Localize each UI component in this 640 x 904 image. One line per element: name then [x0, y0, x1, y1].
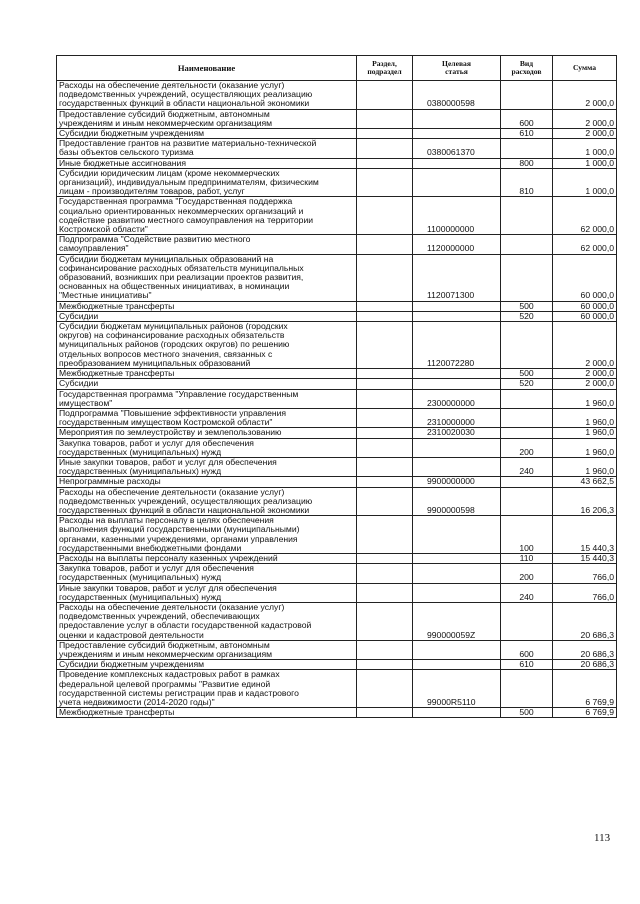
cell-section: [357, 129, 413, 139]
cell-amount: 60 000,0: [553, 301, 617, 311]
cell-name: Мероприятия по землеустройству и землепользованию: [57, 428, 357, 438]
cell-section: [357, 379, 413, 389]
cell-target-article: [413, 109, 501, 128]
cell-expense-type: [501, 487, 553, 516]
cell-name: Подпрограмма "Содействие развитию местного самоуправления": [57, 235, 357, 254]
cell-name: Закупка товаров, работ и услуг для обеспечения государственных (муниципальных) нужд: [57, 438, 357, 457]
table-row: [57, 301, 617, 311]
cell-section: [357, 109, 413, 128]
cell-section: [357, 564, 413, 583]
cell-target-article: 99000R5110: [413, 670, 501, 708]
cell-amount: 20 686,3: [553, 640, 617, 659]
cell-target-article: 0380000598: [413, 81, 501, 110]
table-row: [57, 322, 617, 369]
cell-expense-type: 200: [501, 438, 553, 457]
header-expense-type: Вид расходов: [501, 56, 553, 81]
table-row: [57, 477, 617, 487]
table-row: [57, 389, 617, 408]
table-row: [57, 139, 617, 158]
cell-amount: 1 000,0: [553, 139, 617, 158]
cell-name: Субсидии бюджетным учреждениям: [57, 660, 357, 670]
table-row: [57, 408, 617, 427]
cell-target-article: 1120072280: [413, 322, 501, 369]
cell-name: Государственная программа "Управление государственным имуществом": [57, 389, 357, 408]
cell-name: Государственная программа "Государственная поддержка социально ориентированных некоммерческих организаций и содействие развитию местного самоуправления на территории Костромской области": [57, 197, 357, 235]
cell-target-article: [413, 553, 501, 563]
table-row: [57, 158, 617, 168]
cell-section: [357, 660, 413, 670]
table-row: [57, 81, 617, 110]
table-row: [57, 379, 617, 389]
cell-name: Расходы на обеспечение деятельности (оказание услуг) подведомственных учреждений, обеспечивающих предоставление услуг в области государственной кадастровой оценки и кадастровой деятельности: [57, 602, 357, 640]
cell-amount: 2 000,0: [553, 109, 617, 128]
cell-target-article: [413, 457, 501, 476]
cell-target-article: [413, 660, 501, 670]
cell-name: Межбюджетные трансферты: [57, 369, 357, 379]
cell-name: Субсидии бюджетам муниципальных образований на софинансирование расходных обязательств муниципальных образований, возникших при реализации проектов развития, основанных на общественных инициативах, в номинации "Местные инициативы": [57, 254, 357, 301]
cell-expense-type: [501, 81, 553, 110]
table-row: [57, 583, 617, 602]
cell-section: [357, 553, 413, 563]
cell-name: Предоставление грантов на развитие материально-технической базы объектов сельского туризма: [57, 139, 357, 158]
cell-section: [357, 389, 413, 408]
cell-section: [357, 487, 413, 516]
cell-target-article: [413, 301, 501, 311]
cell-name: Иные закупки товаров, работ и услуг для обеспечения государственных (муниципальных) нужд: [57, 583, 357, 602]
cell-name: Подпрограмма "Повышение эффективности управления государственным имуществом Костромской области": [57, 408, 357, 427]
header-amount: Сумма: [553, 56, 617, 81]
table-row: [57, 235, 617, 254]
cell-expense-type: [501, 235, 553, 254]
header-name: Наименование: [57, 56, 357, 81]
cell-amount: 1 960,0: [553, 457, 617, 476]
cell-name: Расходы на выплаты персоналу в целях обеспечения выполнения функций государственными (муниципальными) органами, казенными учреждениями, органами управления государственными внебюджетными фондами: [57, 516, 357, 554]
cell-amount: 62 000,0: [553, 197, 617, 235]
cell-name: Субсидии бюджетам муниципальных районов (городских округов) на софинансирование расходных обязательств муниципальных районов (городских округов) по решению отдельных вопросов местного значения, связанных с преобразованием муниципальных образований: [57, 322, 357, 369]
cell-section: [357, 254, 413, 301]
table-row: [57, 254, 617, 301]
table-row: [57, 487, 617, 516]
cell-target-article: 9900000598: [413, 487, 501, 516]
cell-expense-type: [501, 322, 553, 369]
cell-target-article: [413, 708, 501, 718]
table-row: [57, 438, 617, 457]
cell-section: [357, 139, 413, 158]
cell-target-article: 0380061370: [413, 139, 501, 158]
cell-expense-type: 610: [501, 129, 553, 139]
cell-expense-type: 500: [501, 708, 553, 718]
cell-section: [357, 311, 413, 321]
cell-target-article: [413, 168, 501, 197]
cell-target-article: 2300000000: [413, 389, 501, 408]
cell-expense-type: 610: [501, 660, 553, 670]
cell-target-article: 1100000000: [413, 197, 501, 235]
cell-section: [357, 670, 413, 708]
table-row: [57, 109, 617, 128]
table-row: [57, 553, 617, 563]
cell-section: [357, 428, 413, 438]
cell-name: Расходы на обеспечение деятельности (оказание услуг) подведомственных учреждений, осуществляющих реализацию государственных функций в области национальной экономики: [57, 81, 357, 110]
cell-target-article: 990000059Z: [413, 602, 501, 640]
cell-expense-type: 500: [501, 369, 553, 379]
cell-amount: 1 960,0: [553, 438, 617, 457]
cell-amount: 1 000,0: [553, 158, 617, 168]
cell-amount: 20 686,3: [553, 602, 617, 640]
cell-expense-type: 500: [501, 301, 553, 311]
cell-expense-type: 810: [501, 168, 553, 197]
cell-expense-type: 240: [501, 583, 553, 602]
cell-target-article: [413, 640, 501, 659]
cell-amount: 766,0: [553, 564, 617, 583]
header-row: [57, 56, 617, 81]
cell-amount: 60 000,0: [553, 311, 617, 321]
cell-amount: 60 000,0: [553, 254, 617, 301]
table-row: [57, 516, 617, 554]
cell-section: [357, 708, 413, 718]
cell-target-article: [413, 564, 501, 583]
cell-section: [357, 457, 413, 476]
table-row: [57, 428, 617, 438]
cell-expense-type: [501, 428, 553, 438]
cell-name: Закупка товаров, работ и услуг для обеспечения государственных (муниципальных) нужд: [57, 564, 357, 583]
cell-section: [357, 322, 413, 369]
cell-amount: 43 662,5: [553, 477, 617, 487]
cell-name: Иные бюджетные ассигнования: [57, 158, 357, 168]
cell-amount: 6 769,9: [553, 670, 617, 708]
cell-amount: 2 000,0: [553, 379, 617, 389]
cell-target-article: [413, 583, 501, 602]
cell-target-article: [413, 379, 501, 389]
table-row: [57, 457, 617, 476]
cell-target-article: 2310000000: [413, 408, 501, 427]
cell-expense-type: [501, 408, 553, 427]
table-row: [57, 670, 617, 708]
table-row: [57, 197, 617, 235]
cell-name: Непрограммные расходы: [57, 477, 357, 487]
table-row: [57, 129, 617, 139]
cell-amount: 1 960,0: [553, 389, 617, 408]
cell-expense-type: 600: [501, 640, 553, 659]
cell-section: [357, 158, 413, 168]
cell-name: Межбюджетные трансферты: [57, 708, 357, 718]
table-row: [57, 640, 617, 659]
cell-section: [357, 197, 413, 235]
cell-amount: 15 440,3: [553, 516, 617, 554]
cell-section: [357, 602, 413, 640]
table-row: [57, 168, 617, 197]
cell-target-article: [413, 369, 501, 379]
cell-expense-type: 800: [501, 158, 553, 168]
cell-target-article: [413, 516, 501, 554]
cell-expense-type: 520: [501, 311, 553, 321]
cell-amount: 2 000,0: [553, 322, 617, 369]
table-row: [57, 369, 617, 379]
cell-expense-type: [501, 670, 553, 708]
cell-amount: 1 000,0: [553, 168, 617, 197]
cell-amount: 2 000,0: [553, 129, 617, 139]
cell-name: Предоставление субсидий бюджетным, автономным учреждениям и иным некоммерческим организациям: [57, 640, 357, 659]
cell-expense-type: [501, 389, 553, 408]
cell-name: Расходы на обеспечение деятельности (оказание услуг) подведомственных учреждений, осуществляющих реализацию государственных функций в области национальной экономики: [57, 487, 357, 516]
header-section: Раздел, подраздел: [357, 56, 413, 81]
page-number: 113: [594, 832, 611, 844]
cell-section: [357, 640, 413, 659]
cell-section: [357, 438, 413, 457]
cell-expense-type: [501, 139, 553, 158]
cell-amount: 20 686,3: [553, 660, 617, 670]
cell-section: [357, 477, 413, 487]
table-row: [57, 311, 617, 321]
cell-target-article: 1120000000: [413, 235, 501, 254]
table-row: [57, 708, 617, 718]
cell-name: Расходы на выплаты персоналу казенных учреждений: [57, 553, 357, 563]
cell-name: Предоставление субсидий бюджетным, автономным учреждениям и иным некоммерческим организациям: [57, 109, 357, 128]
cell-section: [357, 369, 413, 379]
table-body: [57, 81, 617, 718]
cell-expense-type: [501, 197, 553, 235]
cell-expense-type: 110: [501, 553, 553, 563]
cell-expense-type: 520: [501, 379, 553, 389]
cell-amount: 1 960,0: [553, 428, 617, 438]
cell-expense-type: [501, 254, 553, 301]
budget-table: [56, 55, 617, 718]
cell-name: Субсидии бюджетным учреждениям: [57, 129, 357, 139]
cell-amount: 16 206,3: [553, 487, 617, 516]
cell-name: Субсидии: [57, 379, 357, 389]
cell-amount: 15 440,3: [553, 553, 617, 563]
cell-name: Проведение комплексных кадастровых работ в рамках федеральной целевой программы "Развитие единой государственной системы регистрации прав и кадастрового учета недвижимости (2014-2020 годы)": [57, 670, 357, 708]
cell-section: [357, 408, 413, 427]
cell-section: [357, 301, 413, 311]
cell-amount: 2 000,0: [553, 81, 617, 110]
cell-name: Субсидии юридическим лицам (кроме некоммерческих организаций), индивидуальным предпринимателям, физическим лицам - производителям товаров, работ, услуг: [57, 168, 357, 197]
cell-target-article: 2310020030: [413, 428, 501, 438]
table-row: [57, 564, 617, 583]
cell-expense-type: 240: [501, 457, 553, 476]
cell-name: Субсидии: [57, 311, 357, 321]
cell-section: [357, 168, 413, 197]
cell-amount: 2 000,0: [553, 369, 617, 379]
cell-target-article: 1120071300: [413, 254, 501, 301]
cell-target-article: [413, 311, 501, 321]
cell-target-article: [413, 438, 501, 457]
cell-section: [357, 235, 413, 254]
table-row: [57, 660, 617, 670]
header-target: Целевая статья: [413, 56, 501, 81]
cell-name: Межбюджетные трансферты: [57, 301, 357, 311]
cell-amount: 6 769,9: [553, 708, 617, 718]
cell-expense-type: 100: [501, 516, 553, 554]
cell-expense-type: 600: [501, 109, 553, 128]
cell-target-article: [413, 129, 501, 139]
cell-amount: 766,0: [553, 583, 617, 602]
cell-target-article: [413, 158, 501, 168]
cell-name: Иные закупки товаров, работ и услуг для обеспечения государственных (муниципальных) нужд: [57, 457, 357, 476]
cell-section: [357, 516, 413, 554]
cell-section: [357, 583, 413, 602]
cell-section: [357, 81, 413, 110]
cell-expense-type: [501, 602, 553, 640]
cell-amount: 1 960,0: [553, 408, 617, 427]
cell-expense-type: [501, 477, 553, 487]
cell-amount: 62 000,0: [553, 235, 617, 254]
cell-expense-type: 200: [501, 564, 553, 583]
cell-target-article: 9900000000: [413, 477, 501, 487]
table-row: [57, 602, 617, 640]
